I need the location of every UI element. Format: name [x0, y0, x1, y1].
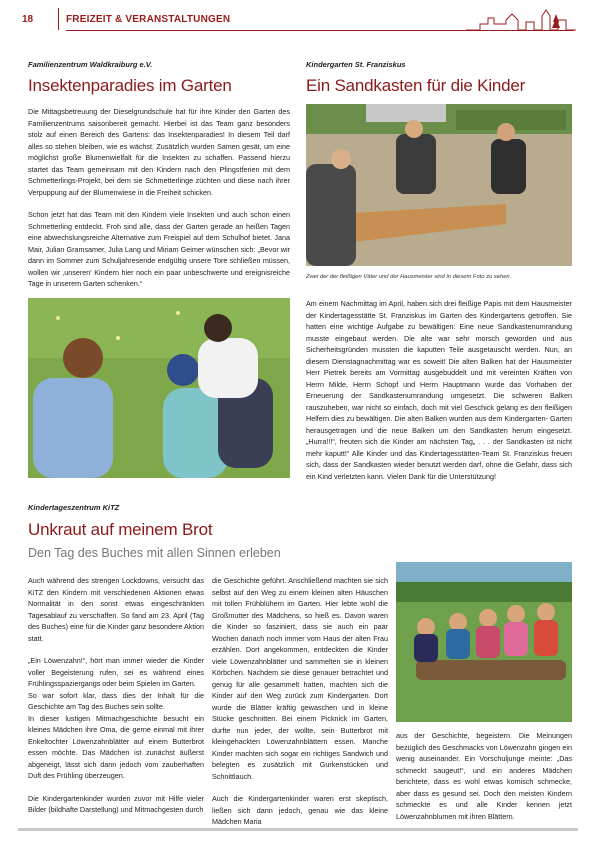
- article1-paragraph: Schon jetzt hat das Team mit den Kindern viele Insekten und auch schon einen Schmetterling entdeckt. Froh sind alle, dass der Garten gerade an heißen Tagen eine abwechslungsreiche Alternative zum Freispiel auf dem Schulhof bietet. Jana Mair, Julian Gramsamer, Julia Lang und Miriam Geimer wünschen sich: „Bevor wir dann im Sommer zum Schuljahresende endgültig unsere Tore schließen müssen, wollen wir ‚unseren' Kindern hier noch ein paar unbeschwerte und ereignisreiche Tage in unserem Garten schenken.“: [28, 210, 290, 288]
- article2-body: [306, 298, 572, 493]
- article3-paragraph: Auch während des strengen Lockdowns, versucht das KiTZ den Kindern mit verschiedenen Aktionen etwas Normalität in den sonst etwas eingeschränkten Tagesablauf zu verschaffen. So fand am 23. April (Tag des Buches) eine für die Kinder ganz besondere Aktion statt.: [28, 576, 204, 643]
- article3-paragraph: die Geschichte geführt. Anschließend machten sie sich selbst auf den Weg zu einem kleinen alten Häuschen mit tollen Frühblühern im Garten. Hier lebte wohl die Großmutter des Mädchens, so hieß es. Davon waren die Kinder so fasziniert, dass sie auch ein paar Wochen danach noch immer vom Haus der alten Frau erzählen. Dort angekommen, entdeckten die Kinder viele Löwenzahnblätter und sammelten sie in kleinen Körbchen. Nachdem sie diese genauer betrachtet und genug für alle gesammelt hatten, machten sich die Kinder auf den Weg zurück zum Kindergarten. Dort wurde die Blätter kräftig gewaschen und in kleine Stücke geschnitten. Bei einem Picknick im Garten, durfte nun jeder, der wollte, sein Butterbrot mit kleingehackten Löwenzahnblättern essen. Manche Kinder machten sich sogar ein richtiges Sandwich und belegten es zusätzlich mit Gurkenstücken und Schnittlauch.: [212, 576, 388, 781]
- article3-subhead: Den Tag des Buches mit allen Sinnen erleben: [28, 546, 281, 560]
- article3-column-3: [396, 730, 572, 833]
- article3-photo-picnic: [396, 562, 572, 722]
- article3-paragraph: „Ein Löwenzahn!“, hört man immer wieder die Kinder voller Begeisterung rufen, sei es während eines Frühlingsspaziergangs oder beim Spielen im Garten. So war sofort klar, dass dies der Inhalt für die Geschichte am Tag des Buches sein sollte. In dieser lustigen Mitmachgeschichte besucht ein kleines Mädchen ihre Oma, die gerne einmal mit ihrer Enkeltochter Löwenzahnblätter auf einem Butterbrot essen möchte. Das Mädchen ist zunächst äußerst abgeneigt, lässt sich dann jedoch vom zauberhaften Duft des Frühling überzeugen.: [28, 656, 204, 780]
- article2-headline: Ein Sandkasten für die Kinder: [306, 76, 526, 95]
- page-number: 18: [22, 14, 34, 25]
- article2-caption: Zwei der der fleißigen Väter und der Hausmeister sind in diesem Foto zu sehen.: [306, 274, 512, 280]
- article3-column-2: [212, 575, 388, 839]
- article3-column-1: [28, 575, 204, 827]
- article2-kicker: Kindergarten St. Franziskus: [306, 60, 406, 69]
- article1-photo-children-in-garden: [28, 298, 290, 478]
- article2-photo-sandbox: [306, 104, 572, 266]
- article2-paragraph: Am einem Nachmittag im April, haben sich drei fleißige Papis mit dem Hausmeister der Kindertagesstätte St. Franziskus im Garten des Kindergartens getroffen. Sie hatten eine wichtige Aufgabe zu bewältigen: Eine neue Sandkastenumrandung musste eingebaut werden. Die alte war sehr morsch geworden und aus Sicherheitsgründen mussten die kaputten Teile ausgetauscht werden. Nun, an diesem Dienstagnachmittag war es soweit! Die alten Balken hat der Hausmeister Herr Pietrek bereits am Vormittag ausgebuddelt und mit vereinten Kräften von Herrn Milde, Herrn Schopf und Herrn Hauptmann wurde das Vorhaben der Erneuerung der Sandkastenumrandung umgesetzt. Die schweren Balken rauszuheben, war nicht so einfach, doch mit viel Geschick gelang es den fleißigen Helfern dies zu bewältigen. Die alten Balken wurden aus dem Kindergarten- Garten herausgetragen und die neue Balken um den Sandkasten herum eingesetzt. „Hurra!!!“, freuten sich die Kinder am nächsten Tag„ . . . der Sandkasten ist nicht mehr kaputt!“ Alle Kinder und das Kindertagesstätten-Team St. Franziskus freuen sich, dass der Sandkasten wieder benutzt werden darf, ohne die Gefahr, dass sich ein Kind verletzten kann. Vielen Dank für die Unterstützung!: [306, 299, 572, 481]
- article1-headline: Insektenparadies im Garten: [28, 76, 232, 95]
- article3-headline: Unkraut auf meinem Brot: [28, 520, 213, 539]
- footer-rule: [18, 828, 578, 831]
- article3-paragraph: aus der Geschichte, begeistern. Die Meinungen bezüglich des Geschmacks von Löwenzahn gingen ein wenig auseinander. Ein Vorschuljunge meinte: „Das schmeckt saugeut!“, und ein anderes Mädchen berichtete, dass es wohl etwas komisch schmecke, aber dass es gesund sei. Doch den meisten Kindern schmeckte es und alle Kinder kennen jetzt Löwenzahnblumen mit ihren Blättern.: [396, 731, 572, 821]
- header-separator: [58, 8, 59, 30]
- article1-body: [28, 106, 290, 301]
- town-skyline-icon: [466, 8, 576, 32]
- article3-paragraph: Auch die Kindergartenkinder waren erst skeptisch, ließen sich dann jedoch, genau wie das kleine Mädchen Maria: [212, 794, 388, 826]
- article1-paragraph: Die Mittagsbetreuung der Dieselgrundschule hat für ihre Kinder den Garten des Familienzentrums saisonbereit gemacht. Hierbei ist das Team ganz besonders stolz auf einen Bereich des Gartens: das Insektenparadies! In diesem Teil darf alles so stehen bleiben, wie es wächst. Zusätzlich wurden Samen gesät, um eine möglichst große Blumenwielfalt für die Insekten zu schaffen. Passend hierzu startet das Team gemeinsam mit den Kindern nach den Pfingstferien mit dem Schmetterlings-Projekt, bei dem sie Schmetterlinge züchten und diese nach ihrer Verpuppung auf der Blumenwiese in die Freiheit schicken.: [28, 107, 290, 197]
- article3-kicker: Kindertageszentrum KiTZ: [28, 503, 120, 512]
- article3-paragraph: Die Kindergartenkinder wurden zuvor mit Hilfe vieler Bilder (bildhafte Darstellung) und Mitmachgesten durch: [28, 793, 204, 814]
- article1-kicker: Familienzentrum Waldkraiburg e.V.: [28, 60, 153, 69]
- section-title: FREIZEIT & VERANSTALTUNGEN: [66, 14, 231, 25]
